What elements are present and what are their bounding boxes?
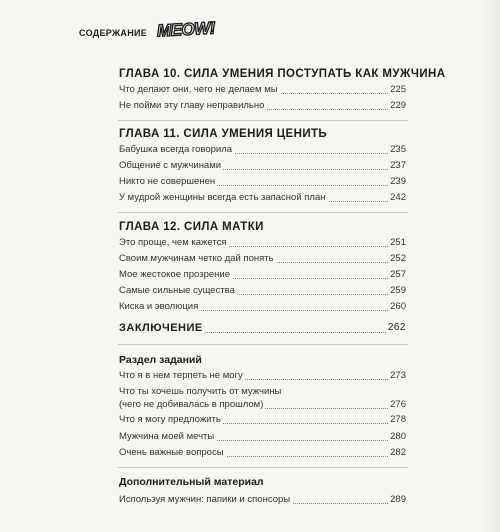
entry-title: Мужчина моей мечты <box>119 431 215 442</box>
divider <box>118 344 408 345</box>
meow-logo <box>157 19 215 43</box>
entry-title: Очень важные вопросы <box>119 447 224 458</box>
entry-title: Не пойми эту главу неправильно <box>119 100 265 111</box>
chapter-11-title: ГЛАВА 11. СИЛА УМЕНИЯ ЦЕНИТЬ <box>119 128 328 140</box>
toc-entry[interactable] <box>119 253 406 266</box>
chapter-10-title: ГЛАВА 10. СИЛА УМЕНИЯ ПОСТУПАТЬ КАК МУЖЧИНА <box>119 68 446 80</box>
entry-title: У мудрой женщины всегда есть запасной план <box>119 192 326 203</box>
entry-page: 225 <box>390 84 406 95</box>
toc-entry[interactable] <box>119 176 406 189</box>
entry-page: 257 <box>390 269 406 280</box>
toc-entry[interactable] <box>119 414 406 427</box>
entry-title-continued: (чего не добивалась в прошлом) <box>119 399 264 410</box>
toc-entry[interactable] <box>119 431 406 444</box>
entry-page: 237 <box>390 160 406 171</box>
conclusion-title: ЗАКЛЮЧЕНИЕ <box>119 322 203 334</box>
toc-entry[interactable] <box>119 144 406 157</box>
toc-entry-conclusion[interactable] <box>119 322 406 336</box>
entry-title: Что делают они, чего не делаем мы <box>119 84 278 95</box>
entry-title: Самые сильные существа <box>119 285 235 296</box>
toc-entry[interactable] <box>119 84 406 97</box>
entry-page: 259 <box>390 285 406 296</box>
entry-title: Что я в нем терпеть не могу <box>119 370 243 381</box>
entry-page: 239 <box>390 176 406 187</box>
divider <box>118 120 408 121</box>
toc-entry[interactable] <box>119 269 406 282</box>
entry-page: 260 <box>390 301 406 312</box>
toc-entry[interactable] <box>119 370 406 383</box>
entry-title: Используя мужчин: папики и спонсоры <box>119 494 291 505</box>
page-edge-shadow <box>482 0 500 532</box>
entry-page: 282 <box>390 447 406 458</box>
toc-entry-line1[interactable] <box>119 386 406 398</box>
entry-page: 251 <box>390 237 406 248</box>
running-header: СОДЕРЖАНИЕ <box>79 28 148 38</box>
entry-title: Киска и эволюция <box>119 301 199 312</box>
entry-page: 235 <box>390 144 406 155</box>
chapter-12-title: ГЛАВА 12. СИЛА МАТКИ <box>119 221 264 233</box>
toc-entry[interactable] <box>119 494 406 507</box>
toc-entry[interactable] <box>119 301 406 314</box>
entry-title: Бабушка всегда говорила <box>119 144 233 155</box>
entry-title: Что я могу предложить <box>119 414 221 425</box>
extra-section-title: Дополнительный материал <box>119 476 264 488</box>
toc-entry[interactable] <box>119 237 406 250</box>
entry-title: Никто не совершенен <box>119 176 216 187</box>
toc-entry[interactable] <box>119 447 406 460</box>
entry-page: 289 <box>390 494 406 505</box>
logo-text: MEOW! <box>156 18 216 41</box>
entry-title: Что ты хочешь получить от мужчины <box>119 386 282 397</box>
divider <box>118 467 408 468</box>
entry-page: 242 <box>390 192 406 203</box>
entry-title: Общение с мужчинами <box>119 160 222 171</box>
divider <box>118 212 408 213</box>
entry-page: 273 <box>390 370 406 381</box>
entry-page: 280 <box>390 431 406 442</box>
entry-title: Мое жестокое прозрение <box>119 269 230 280</box>
toc-entry[interactable] <box>119 285 406 298</box>
conclusion-page: 262 <box>387 322 406 333</box>
entry-page: 278 <box>390 414 406 425</box>
entry-title: Это проще, чем кажется <box>119 237 227 248</box>
toc-entry[interactable] <box>119 192 406 205</box>
entry-page: 229 <box>390 100 406 111</box>
toc-entry[interactable] <box>119 160 406 173</box>
tasks-section-title: Раздел заданий <box>119 354 202 366</box>
toc-entry[interactable] <box>119 100 406 113</box>
entry-page: 252 <box>390 253 406 264</box>
toc-entry-line2[interactable] <box>119 399 406 412</box>
entry-page: 276 <box>390 399 406 410</box>
entry-title: Своим мужчинам четко дай понять <box>119 253 274 264</box>
